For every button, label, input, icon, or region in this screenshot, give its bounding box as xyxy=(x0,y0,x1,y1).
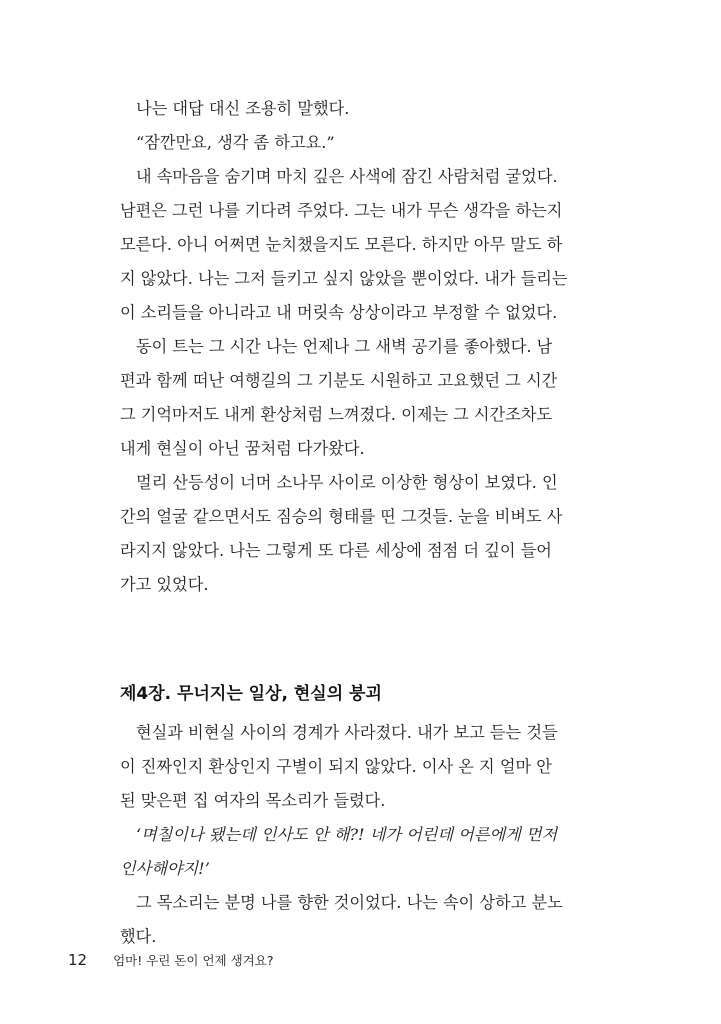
text-line: 남편은 그런 나를 기다려 주었다. 그는 내가 무슨 생각을 하는지 xyxy=(120,201,563,220)
page-footer xyxy=(68,950,273,969)
text-line: 편과 함께 떠난 여행길의 그 기분도 시원하고 고요했던 그 시간 xyxy=(120,371,558,390)
text-line: 된 맞은편 집 여자의 목소리가 들렸다. xyxy=(120,791,386,810)
text-line: 모른다. 아니 어쩌면 눈치챘을지도 모른다. 하지만 아무 말도 하 xyxy=(120,235,563,254)
text-line: 그 목소리는 분명 나를 향한 것이었다. 나는 속이 상하고 분노 xyxy=(136,893,563,912)
text-line: 지 않았다. 나는 그저 들키고 싶지 않았을 뿐이었다. 내가 들리는 xyxy=(120,269,568,288)
text-line: 간의 얼굴 같으면서도 짐승의 형태를 띤 그것들. 눈을 비벼도 사 xyxy=(120,507,563,526)
text-line: 라지지 않았다. 나는 그렇게 또 다른 세상에 점점 더 깊이 들어 xyxy=(120,541,552,560)
paragraphs-before xyxy=(120,92,582,602)
text-line: 멀리 산등성이 너머 소나무 사이로 이상한 형상이 보였다. 인 xyxy=(136,473,558,492)
text-line: 이 진짜인지 환상인지 구별이 되지 않았다. 이사 온 지 얼마 안 xyxy=(120,757,552,776)
text-line: 가고 있었다. xyxy=(120,575,209,594)
paragraphs-after xyxy=(120,716,582,954)
text-line: “잠깐만요, 생각 좀 하고요.” xyxy=(136,133,335,152)
text-line: 이 소리들을 아니라고 내 머릿속 상상이라고 부정할 수 없었다. xyxy=(120,303,558,322)
text-line: 현실과 비현실 사이의 경계가 사라졌다. 내가 보고 듣는 것들 xyxy=(136,723,558,742)
page-number: 12 xyxy=(68,951,88,969)
text-line: 동이 트는 그 시간 나는 언제나 그 새벽 공기를 좋아했다. 남 xyxy=(136,337,553,356)
text-line: 나는 대답 대신 조용히 말했다. xyxy=(136,99,350,118)
text-line: 했다. xyxy=(120,927,157,946)
text-line: 인사해야지!’ xyxy=(120,859,210,878)
text-line: ‘며칠이나 됐는데 인사도 안 해?! 네가 어린데 어른에게 먼저 xyxy=(136,825,558,844)
body-text xyxy=(120,92,582,954)
text-line: 내 속마음을 숨기며 마치 깊은 사색에 잠긴 사람처럼 굴었다. xyxy=(136,167,558,186)
text-line: 내게 현실이 아닌 꿈처럼 다가왔다. xyxy=(120,439,365,458)
chapter-heading: 제4장. 무너지는 일상, 현실의 붕괴 xyxy=(120,684,382,704)
running-title: 엄마! 우린 돈이 언제 생겨요? xyxy=(113,953,274,968)
section-spacer xyxy=(120,602,582,674)
text-line: 그 기억마저도 내게 환상처럼 느껴졌다. 이제는 그 시간조차도 xyxy=(120,405,553,424)
